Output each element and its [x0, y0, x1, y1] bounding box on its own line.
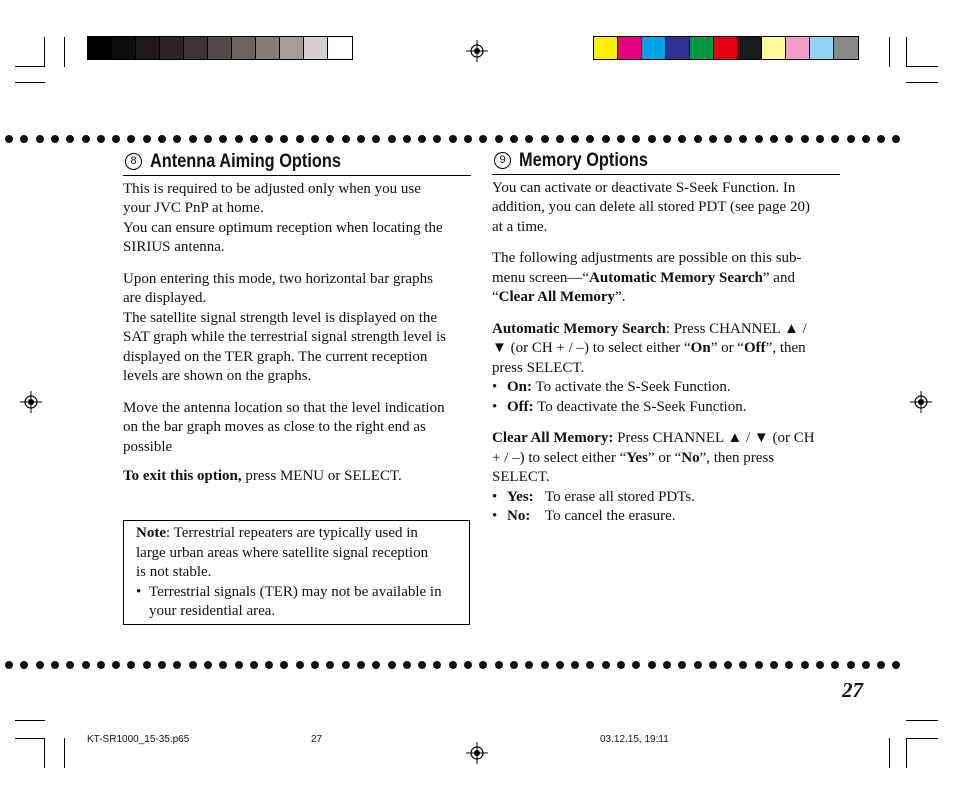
- rule-dot: [204, 135, 212, 143]
- rule-dot: [709, 661, 717, 669]
- rule-dot: [831, 661, 839, 669]
- page-number: 27: [842, 678, 863, 702]
- automatic-memory-search-list: [492, 378, 840, 417]
- registration-target-icon: [466, 40, 488, 62]
- rule-dot: [403, 661, 411, 669]
- color-swatch: [304, 37, 328, 59]
- rule-dot: [586, 135, 594, 143]
- rule-dot: [280, 661, 288, 669]
- rule-dot: [173, 135, 181, 143]
- rule-dot: [433, 661, 441, 669]
- color-swatch: [136, 37, 160, 59]
- footer-file-name: KT-SR1000_15-35.p65: [87, 734, 190, 745]
- rule-dot: [602, 135, 610, 143]
- rule-dot: [831, 135, 839, 143]
- paragraph: The satellite signal strength level is displayed on the SAT graph while the terrestrial signal strength level is displayed on the TER graph. The current reception levels are shown on the graphs.: [123, 309, 446, 384]
- rule-dot: [678, 135, 686, 143]
- crop-mark: [906, 738, 938, 739]
- note-box: [123, 520, 470, 625]
- footer-date: 03.12.15, 19:11: [600, 734, 669, 745]
- rule-dot: [724, 661, 732, 669]
- rule-dot: [785, 135, 793, 143]
- dotted-rule-top: [0, 132, 954, 146]
- rule-dot: [694, 661, 702, 669]
- paragraph: Upon entering this mode, two horizontal bar graphs are displayed.: [123, 270, 433, 306]
- rule-dot: [510, 661, 518, 669]
- exit-instruction: To exit this option, press MENU or SELECT.: [123, 468, 402, 484]
- color-swatch: [618, 37, 642, 59]
- rule-dot: [127, 135, 135, 143]
- rule-dot: [541, 135, 549, 143]
- rule-dot: [663, 661, 671, 669]
- rule-dot: [648, 661, 656, 669]
- rule-dot: [801, 135, 809, 143]
- rule-dot: [755, 135, 763, 143]
- rule-dot: [632, 135, 640, 143]
- rule-dot: [20, 661, 28, 669]
- rule-dot: [862, 135, 870, 143]
- automatic-memory-search-description: Automatic Memory Search: Press CHANNEL ▲ / ▼ (or CH + / –) to select either “On” or “Off”, then press SELECT.: [492, 320, 807, 376]
- rule-dot: [586, 661, 594, 669]
- color-swatch: [834, 37, 858, 59]
- rule-dot: [265, 135, 273, 143]
- rule-dot: [127, 661, 135, 669]
- rule-dot: [219, 135, 227, 143]
- rule-dot: [418, 661, 426, 669]
- rule-dot: [418, 135, 426, 143]
- rule-dot: [648, 135, 656, 143]
- rule-dot: [816, 661, 824, 669]
- rule-dot: [204, 661, 212, 669]
- rule-dot: [36, 661, 44, 669]
- color-swatch: [762, 37, 786, 59]
- rule-dot: [296, 135, 304, 143]
- rule-dot: [250, 661, 258, 669]
- rule-dot: [602, 661, 610, 669]
- color-swatch: [328, 37, 352, 59]
- rule-dot: [724, 135, 732, 143]
- rule-dot: [265, 661, 273, 669]
- rule-dot: [892, 135, 900, 143]
- rule-dot: [525, 661, 533, 669]
- rule-dot: [82, 135, 90, 143]
- rule-dot: [372, 661, 380, 669]
- crop-mark: [64, 738, 65, 768]
- color-swatch: [208, 37, 232, 59]
- list-item: • Terrestrial signals (TER) may not be available in your residential area.: [136, 583, 459, 622]
- rule-dot: [143, 135, 151, 143]
- rule-dot: [663, 135, 671, 143]
- section-number-badge: 9: [494, 152, 511, 169]
- rule-dot: [892, 661, 900, 669]
- color-swatch: [714, 37, 738, 59]
- rule-dot: [280, 135, 288, 143]
- crop-mark: [906, 82, 938, 83]
- section-heading: [123, 152, 471, 176]
- crop-mark: [15, 720, 45, 721]
- crop-mark: [889, 37, 890, 67]
- rule-dot: [20, 135, 28, 143]
- color-swatch: [738, 37, 762, 59]
- rule-dot: [694, 135, 702, 143]
- color-swatch-bar: [593, 36, 859, 60]
- footer-page: 27: [311, 734, 323, 745]
- rule-dot: [311, 135, 319, 143]
- rule-dot: [311, 661, 319, 669]
- rule-dot: [112, 661, 120, 669]
- color-swatch: [642, 37, 666, 59]
- rule-dot: [510, 135, 518, 143]
- section-title: Memory Options: [519, 150, 648, 171]
- rule-dot: [541, 661, 549, 669]
- memory-options-section: [492, 151, 840, 527]
- rule-dot: [495, 661, 503, 669]
- paragraph: This is required to be adjusted only when you use your JVC PnP at home.: [123, 180, 421, 216]
- crop-mark: [44, 738, 45, 768]
- rule-dot: [755, 661, 763, 669]
- color-swatch: [184, 37, 208, 59]
- rule-dot: [877, 135, 885, 143]
- rule-dot: [449, 135, 457, 143]
- rule-dot: [464, 661, 472, 669]
- crop-mark: [44, 37, 45, 67]
- list-item: • Yes: To erase all stored PDTs.: [492, 488, 840, 508]
- rule-dot: [235, 135, 243, 143]
- clear-all-memory-description: Clear All Memory: Press CHANNEL ▲ / ▼ (or CH + / –) to select either “Yes” or “No”, then press SELECT.: [492, 430, 815, 485]
- rule-dot: [357, 661, 365, 669]
- color-swatch: [160, 37, 184, 59]
- color-swatch: [232, 37, 256, 59]
- rule-dot: [847, 661, 855, 669]
- rule-dot: [97, 661, 105, 669]
- rule-dot: [388, 661, 396, 669]
- registration-target-icon: [466, 742, 488, 764]
- color-swatch: [690, 37, 714, 59]
- list-item: • Off: To deactivate the S-Seek Function.: [492, 398, 840, 418]
- rule-dot: [464, 135, 472, 143]
- crop-mark: [15, 82, 45, 83]
- rule-dot: [51, 135, 59, 143]
- color-swatch: [810, 37, 834, 59]
- rule-dot: [556, 661, 564, 669]
- color-swatch: [88, 37, 112, 59]
- rule-dot: [479, 661, 487, 669]
- note-text: Note: Terrestrial repeaters are typically used in large urban areas where satellite signal reception is not stable.: [136, 525, 429, 580]
- dotted-rule-bottom: [0, 658, 954, 672]
- rule-dot: [82, 661, 90, 669]
- rule-dot: [877, 661, 885, 669]
- rule-dot: [250, 135, 258, 143]
- clear-all-memory-list: [492, 488, 840, 527]
- rule-dot: [816, 135, 824, 143]
- rule-dot: [571, 661, 579, 669]
- rule-dot: [189, 661, 197, 669]
- registration-target-icon: [20, 391, 42, 413]
- rule-dot: [326, 135, 334, 143]
- list-item: • On: To activate the S-Seek Function.: [492, 378, 840, 398]
- rule-dot: [66, 135, 74, 143]
- rule-dot: [617, 661, 625, 669]
- rule-dot: [617, 135, 625, 143]
- section-number-badge: 8: [125, 153, 142, 170]
- paragraph: Move the antenna location so that the level indication on the bar graph moves as close to the right end as possible: [123, 399, 445, 455]
- rule-dot: [709, 135, 717, 143]
- crop-mark: [64, 37, 65, 67]
- rule-dot: [189, 135, 197, 143]
- rule-dot: [632, 661, 640, 669]
- color-swatch: [112, 37, 136, 59]
- rule-dot: [296, 661, 304, 669]
- rule-dot: [479, 135, 487, 143]
- rule-dot: [235, 661, 243, 669]
- rule-dot: [847, 135, 855, 143]
- crop-mark: [889, 738, 890, 768]
- rule-dot: [785, 661, 793, 669]
- note-list: [136, 583, 459, 622]
- rule-dot: [525, 135, 533, 143]
- section-heading: [492, 151, 840, 175]
- rule-dot: [219, 661, 227, 669]
- rule-dot: [403, 135, 411, 143]
- rule-dot: [495, 135, 503, 143]
- rule-dot: [326, 661, 334, 669]
- rule-dot: [97, 135, 105, 143]
- rule-dot: [342, 661, 350, 669]
- color-swatch: [666, 37, 690, 59]
- rule-dot: [342, 135, 350, 143]
- registration-target-icon: [910, 391, 932, 413]
- rule-dot: [739, 661, 747, 669]
- crop-mark: [906, 738, 907, 768]
- color-swatch: [594, 37, 618, 59]
- list-item: • No: To cancel the erasure.: [492, 507, 840, 527]
- paragraph: You can activate or deactivate S-Seek Function. In addition, you can delete all stored PDT (see page 20) at a time.: [492, 179, 810, 235]
- rule-dot: [158, 661, 166, 669]
- rule-dot: [678, 661, 686, 669]
- rule-dot: [433, 135, 441, 143]
- rule-dot: [158, 135, 166, 143]
- paragraph: The following adjustments are possible on this sub- menu screen—“Automatic Memory Search” and “Clear All Memory”.: [492, 250, 802, 305]
- rule-dot: [5, 135, 13, 143]
- section-title: Antenna Aiming Options: [150, 151, 341, 172]
- rule-dot: [770, 661, 778, 669]
- paragraph: You can ensure optimum reception when locating the SIRIUS antenna.: [123, 219, 443, 255]
- rule-dot: [372, 135, 380, 143]
- rule-dot: [862, 661, 870, 669]
- rule-dot: [449, 661, 457, 669]
- rule-dot: [143, 661, 151, 669]
- color-swatch: [280, 37, 304, 59]
- rule-dot: [556, 135, 564, 143]
- color-swatch: [256, 37, 280, 59]
- color-swatch: [786, 37, 810, 59]
- crop-mark: [906, 720, 938, 721]
- rule-dot: [173, 661, 181, 669]
- rule-dot: [5, 661, 13, 669]
- crop-mark: [906, 37, 907, 67]
- rule-dot: [388, 135, 396, 143]
- rule-dot: [112, 135, 120, 143]
- rule-dot: [739, 135, 747, 143]
- rule-dot: [66, 661, 74, 669]
- rule-dot: [571, 135, 579, 143]
- crop-mark: [906, 66, 938, 67]
- grayscale-swatch-bar: [87, 36, 353, 60]
- rule-dot: [770, 135, 778, 143]
- crop-mark: [15, 738, 45, 739]
- crop-mark: [15, 66, 45, 67]
- rule-dot: [36, 135, 44, 143]
- rule-dot: [801, 661, 809, 669]
- rule-dot: [357, 135, 365, 143]
- antenna-aiming-section: [123, 152, 471, 487]
- rule-dot: [51, 661, 59, 669]
